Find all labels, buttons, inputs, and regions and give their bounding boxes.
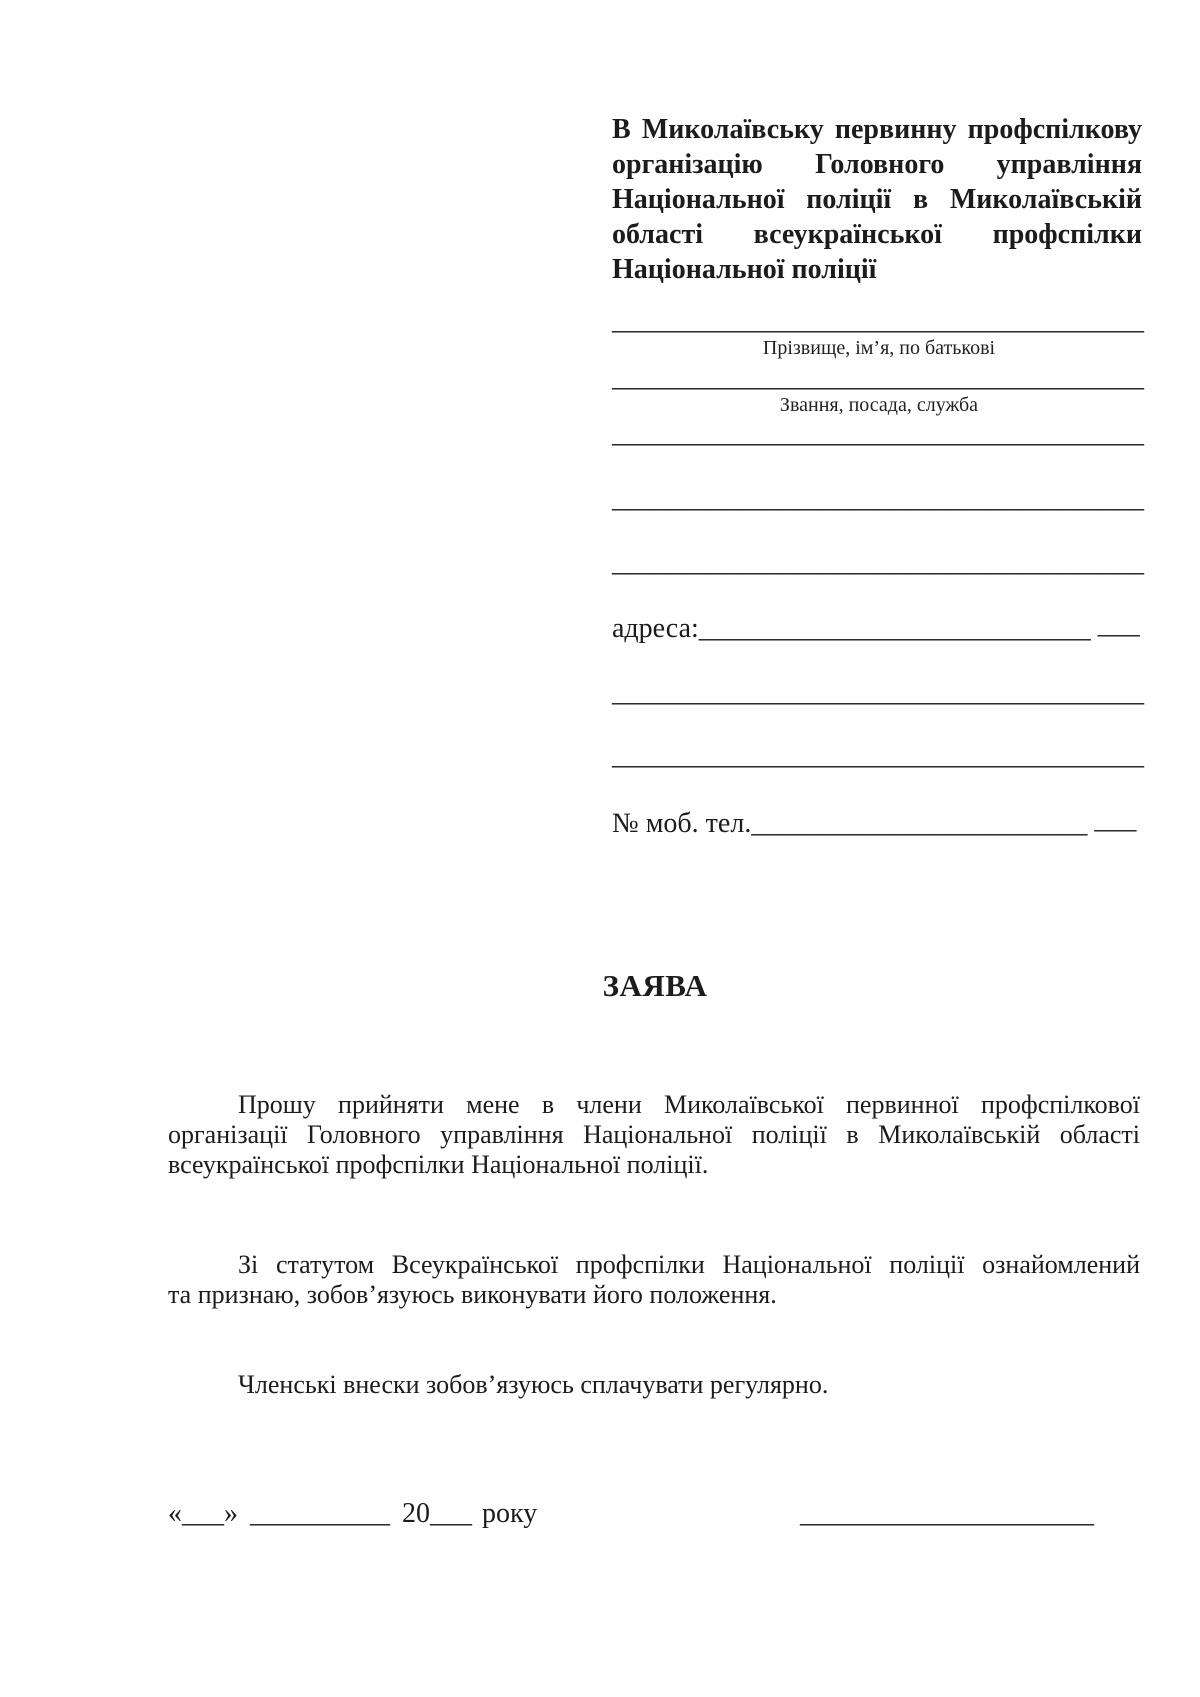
- paragraph-line: Прошу прийняти мене в члени Миколаївської первинної профспілкової: [238, 1090, 1140, 1119]
- address-blank-tail: ___: [1097, 609, 1140, 640]
- paragraph-membership-fees: [168, 1370, 1140, 1400]
- date-year-word: року: [482, 1498, 538, 1529]
- paragraph-line: Членські внески зобов’язуюсь сплачувати регулярно.: [238, 1370, 829, 1399]
- phone-blank-line: ________________________: [751, 808, 1088, 839]
- blank-line: ______________________________________: [612, 677, 1144, 708]
- blank-line: ______________________________________: [612, 740, 1144, 771]
- recipient-org-line: Національної поліції в Миколаївській: [612, 184, 1142, 215]
- name-caption: Прізвище, ім’я, по батькові: [762, 337, 996, 359]
- blank-line: ______________________________________: [612, 547, 1144, 578]
- paragraph-statute-acknowledgement: [168, 1250, 1140, 1310]
- address-row: [612, 609, 1146, 645]
- recipient-org-line: В Миколаївську первинну профспілкову: [612, 114, 1142, 145]
- date-month-blank: __________: [250, 1498, 390, 1529]
- phone-blank-tail: ___: [1094, 804, 1137, 835]
- phone-row: [612, 804, 1146, 840]
- date-day-blank: «___»: [168, 1498, 238, 1529]
- name-blank-line: ______________________________________: [612, 305, 1144, 336]
- blank-line: ______________________________________: [612, 483, 1144, 514]
- address-blank-line: ____________________________: [698, 613, 1091, 644]
- recipient-org-line: організацію Головного управління: [612, 149, 1142, 180]
- rank-blank-line: ______________________________________: [612, 362, 1144, 393]
- date-year-blank: 20___: [402, 1498, 472, 1529]
- recipient-org-line: Національної поліції: [612, 254, 877, 285]
- paragraph-line: та признаю, зобов’язуюсь виконувати його положення.: [168, 1280, 777, 1309]
- date-row: [168, 1498, 537, 1530]
- rank-caption: Звання, посада, служба: [779, 394, 979, 416]
- signature-blank-line: _____________________: [800, 1498, 1094, 1529]
- phone-label: № моб. тел.: [612, 808, 752, 839]
- recipient-address-block: [612, 112, 1142, 287]
- paragraph-membership-request: [168, 1090, 1140, 1180]
- paragraph-line: всеукраїнської профспілки Національної поліції.: [168, 1150, 709, 1179]
- paragraph-line: Зі статутом Всеукраїнської профспілки Національної поліції ознайомлений: [238, 1250, 1140, 1279]
- recipient-org-line: області всеукраїнської профспілки: [612, 219, 1142, 250]
- address-label: адреса:: [612, 613, 699, 644]
- blank-line: ______________________________________: [612, 418, 1144, 449]
- form-title: ЗАЯВА: [602, 968, 708, 1003]
- paragraph-line: організації Головного управління Національної поліції в Миколаївській області: [168, 1120, 1140, 1149]
